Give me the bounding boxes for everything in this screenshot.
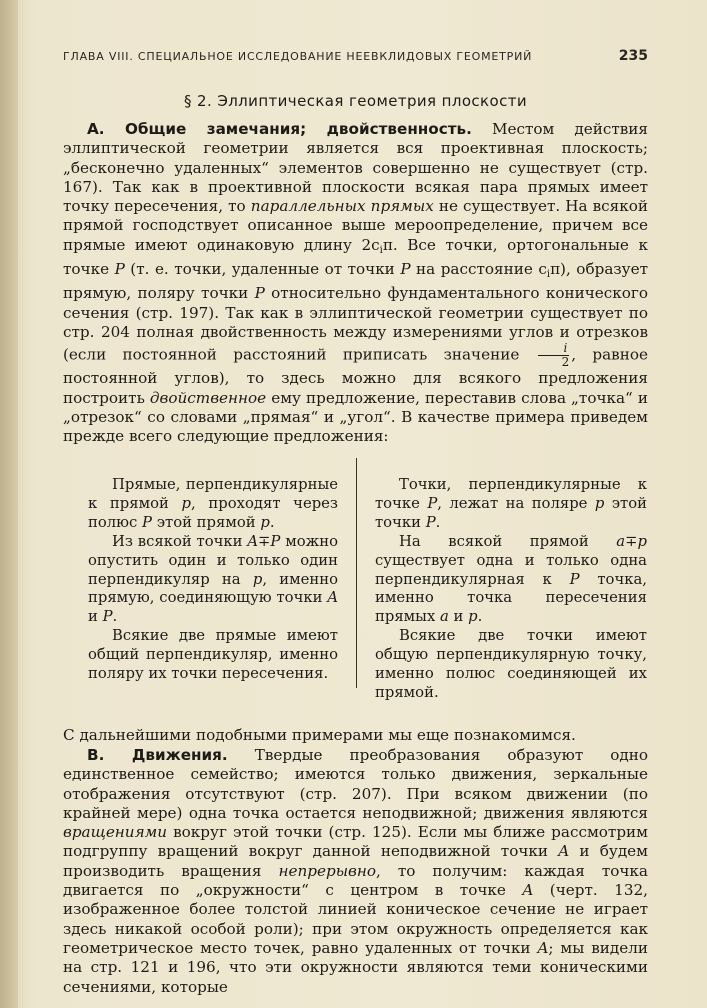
text-run: , именно прямую, соединяющую точки [88, 570, 338, 607]
text-run: точка, именно точка пересечения прямых [375, 570, 647, 626]
text-run: . [269, 513, 275, 531]
math-var: A [522, 881, 534, 900]
running-head [63, 48, 648, 64]
text-run: ему предложение, переставив слова „точка“ и „отрезок“ со словами „прямая“ и „угол“. В качестве примера приведем прежде всего следующие предложения: [63, 388, 648, 446]
math-var: p [637, 532, 647, 550]
text-run: , то получим: каждая точка двигается по „окружности“ с центром в точке [63, 861, 648, 900]
text-run: , проходят через полюс [88, 494, 339, 531]
emphasis: непрерывно [278, 861, 377, 880]
page-number: 235 [618, 48, 648, 64]
text-run: . [477, 608, 483, 626]
text-run: (черт. 132, изображенное более толстой линией коническое сечение не играет здесь никакой особой роли); при этом окружность определяется как геометрическое место точек, равно удаленных от точки [63, 881, 648, 957]
emphasis: параллельных прямых [250, 197, 434, 216]
text-run: и [88, 608, 103, 626]
emphasis: вращениями [63, 823, 168, 842]
math-var: P [400, 260, 411, 279]
right-column-propositions [375, 476, 647, 703]
text-run: этой прямой [152, 513, 261, 531]
math-var: a [616, 532, 626, 550]
math-var: P [425, 513, 436, 531]
text-run: можно опустить один и только один перпендикуляр на [88, 532, 338, 588]
text-run: На всякой прямой [399, 532, 617, 550]
paragraph-lead: А. Общие замечания; двойственность. [87, 120, 472, 138]
text-run: (т. е. точки, удаленные от точки [124, 260, 401, 279]
text-run: , равное постоянной углов), то здесь можно для всякого предложения построить [63, 345, 648, 407]
proposition: Всякие две точки имеют общую перпендикулярную точку, именно полюс соединяющей их прямой. [375, 627, 647, 701]
math-var: P [427, 494, 438, 512]
math-var: A [537, 938, 549, 957]
math-var: P [102, 608, 113, 626]
text-run: и будем производить вращения [63, 842, 648, 880]
fraction [538, 342, 570, 369]
proposition [375, 533, 647, 628]
paragraph-further-examples: С дальнейшими подобными примерами мы еще познакомимся. [63, 726, 576, 744]
math-var: A [327, 589, 338, 607]
math-var: A [558, 842, 570, 861]
text-run: π. Все точки, ортогональные к точке [63, 235, 648, 279]
math-var: p [252, 570, 263, 588]
column-divider [356, 458, 357, 688]
text-run: и [448, 608, 469, 626]
left-column-propositions [88, 476, 338, 684]
math-var: P [270, 532, 281, 550]
math-var: P [114, 260, 125, 279]
proposition [88, 533, 338, 628]
proposition: Всякие две прямые имеют общий перпендикуляр, именно поляру их точки пересечения. [88, 627, 338, 683]
text-run: Точки, перпендикулярные к точке [375, 476, 647, 512]
math-var: p [260, 513, 270, 531]
proposition [88, 476, 338, 533]
text-run: ; мы видели на стр. 121 и 196, что эти окружности являются теми коническими сечениями, которые [63, 938, 648, 996]
subscript: i [546, 269, 551, 281]
text-run: существует одна и только одна перпендикулярная к [375, 551, 647, 588]
text-run: , лежат на поляре [437, 494, 595, 512]
math-symbol: ∓ [258, 532, 271, 550]
text-run: . [435, 513, 441, 531]
math-var: a [440, 608, 449, 626]
paragraph-lead: В. Движения. [87, 746, 228, 764]
text-run: π), образует прямую, поляру точки [63, 260, 648, 303]
text-run: Из всякой точки [112, 532, 248, 550]
math-var: A [247, 532, 259, 550]
running-head-text: ГЛАВА VIII. СПЕЦИАЛЬНОЕ ИССЛЕДОВАНИЕ НЕЕВКЛИДОВЫХ ГЕОМЕТРИЙ [63, 50, 533, 63]
text-run: . [112, 608, 118, 626]
page-binding-edge [0, 0, 18, 1008]
fraction-numerator: i [538, 342, 570, 356]
text-run: этой точки [375, 494, 648, 531]
text-run: на расстояние c [410, 260, 547, 279]
math-var: p [594, 494, 605, 512]
section-title: § 2. Эллиптическая геометрия плоскости [183, 92, 528, 110]
math-var: P [569, 570, 580, 588]
subscript: i [379, 244, 383, 256]
text-run: Прямые, перпендикулярные к прямой [88, 476, 338, 512]
text-run: Твердые преобразования образуют одно единственное семейство; имеются только движения, зеркальные отображения отсутствуют (стр. 207). При всяком движении (по крайней мере) одна точка остается неподвижной; движения являются [63, 746, 649, 822]
fraction-denominator: 2 [561, 355, 570, 370]
paragraph-general-remarks [63, 120, 648, 446]
text-run: Местом действия эллиптической геометрии является вся проективная плоскость; „бесконечно удаленных“ элементов совершенно не существует (стр. 167). Так как в проективной плоскости всякая пара прямых имеет точку пересечения, то [63, 120, 648, 216]
math-var: P [254, 284, 265, 303]
text-run: не существует. На всякой прямой господствует описанное выше мероопределение, причем все прямые имеют одинаковую длину 2c [63, 197, 649, 254]
proposition [375, 476, 647, 533]
math-var: p [181, 494, 192, 512]
emphasis: двойственное [149, 388, 267, 407]
text-run: относительно фундаментального конического сечения (стр. 197). Так как в эллиптической геометрии существует по стр. 204 полная двойственность между измерениями углов и отрезков (если постоянной расстояний приписать значение [63, 284, 648, 364]
math-symbol: ∓ [625, 532, 638, 550]
math-var: p [468, 608, 478, 626]
text-run: вокруг этой точки (стр. 125). Если мы ближе рассмотрим подгруппу вращений вокруг данной неподвижной точки [63, 823, 648, 861]
paragraph-motions [63, 746, 648, 997]
math-var: P [142, 513, 153, 531]
